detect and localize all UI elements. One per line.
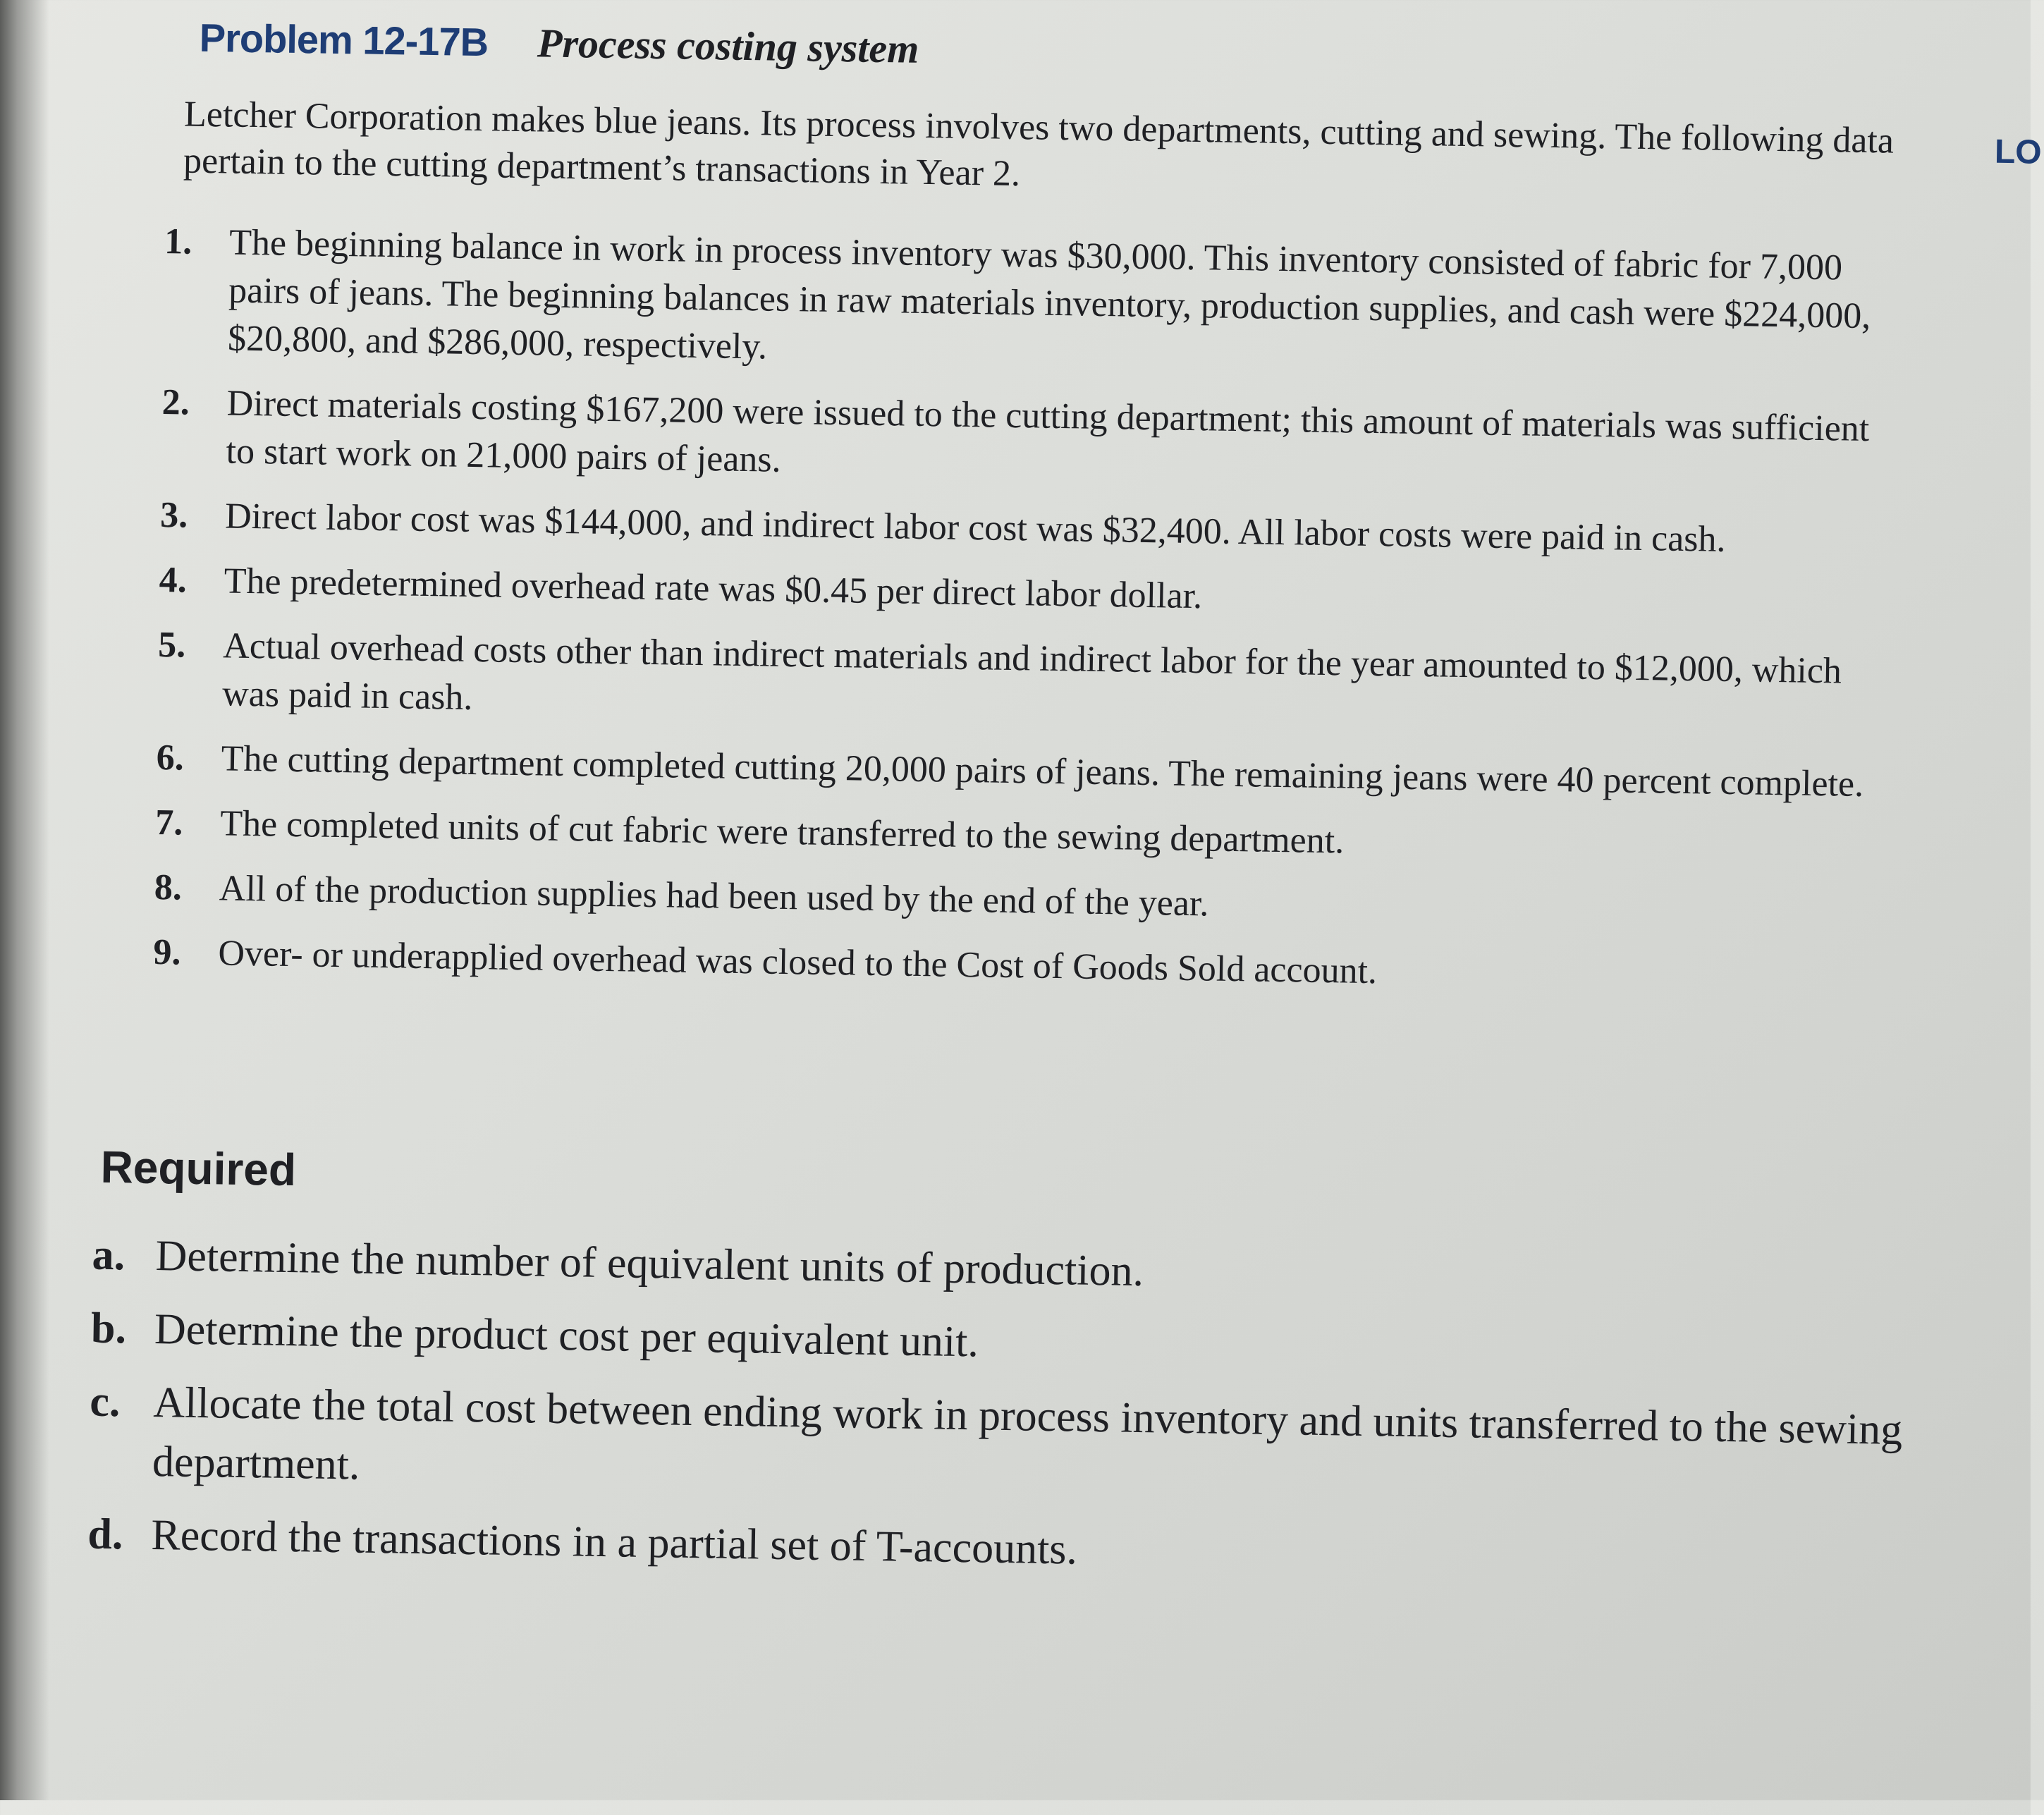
data-items-list	[153, 218, 1899, 1021]
required-letter: b.	[90, 1304, 127, 1353]
item-number: 8.	[154, 867, 183, 908]
required-list	[87, 1226, 1912, 1606]
data-item	[159, 556, 1894, 632]
data-item	[157, 621, 1893, 745]
required-heading: Required	[100, 1141, 297, 1196]
item-number: 5.	[157, 624, 186, 666]
data-item	[154, 864, 1889, 939]
problem-intro: Letcher Corporation makes blue jeans. Its process involves two departments, cutting and sewing. The following data pertain to the cutting department’s transactions in Year 2.	[183, 94, 1895, 195]
learning-objective-tag: LO	[1994, 133, 2043, 171]
required-item	[87, 1505, 1907, 1593]
item-number: 1.	[164, 221, 192, 262]
problem-header	[199, 14, 919, 73]
required-text: Record the transactions in a partial set of T-accounts.	[150, 1510, 1078, 1574]
item-text: Direct materials costing $167,200 were issued to the cutting department; this amount of materials was sufficient to start work on 21,000 pairs of jeans.	[226, 383, 1870, 480]
required-item	[90, 1299, 1910, 1387]
textbook-page	[27, 0, 2044, 1815]
required-item	[92, 1226, 1911, 1314]
data-item	[160, 491, 1895, 567]
data-item	[161, 379, 1897, 502]
problem-number: Problem 12-17B	[199, 15, 489, 65]
item-text: The completed units of cut fabric were transferred to the sewing department.	[219, 803, 1345, 862]
item-number: 2.	[161, 382, 190, 423]
data-item	[156, 734, 1891, 809]
data-item	[153, 929, 1888, 1004]
required-letter: a.	[92, 1230, 126, 1280]
required-letter: c.	[89, 1377, 121, 1426]
item-text: Actual overhead costs other than indirect materials and indirect labor for the year amounted to $12,000, which was paid in cash.	[221, 625, 1842, 718]
item-number: 6.	[156, 737, 185, 778]
item-number: 7.	[154, 802, 183, 843]
item-text: Direct labor cost was $144,000, and indirect labor cost was $32,400. All labor costs were paid in cash.	[224, 496, 1726, 560]
required-letter: d.	[87, 1510, 124, 1559]
item-text: The cutting department completed cutting 20,000 pairs of jeans. The remaining jeans were 40 percent complete.	[221, 738, 1864, 805]
item-text: The predetermined overhead rate was $0.45 per direct labor dollar.	[224, 561, 1203, 617]
data-item	[155, 799, 1890, 874]
item-number: 3.	[159, 495, 188, 536]
item-text: All of the production supplies had been used by the end of the year.	[219, 868, 1209, 924]
item-text: Over- or underapplied overhead was closed to the Cost of Goods Sold account.	[218, 933, 1378, 992]
item-text: The beginning balance in work in process inventory was $30,000. This inventory consisted of fabric for 7,000 pairs of jeans. The beginning balances in raw materials inventory, production supplies, and cash were $224,000, $20,800, and $286,000, respectively.	[227, 222, 1871, 367]
data-item	[163, 218, 1899, 389]
problem-title: Process costing system	[537, 20, 919, 72]
required-text: Allocate the total cost between ending work in process inventory and units transferred to the sewing department.	[152, 1379, 1903, 1489]
item-number: 9.	[153, 931, 181, 973]
required-item	[88, 1372, 1909, 1520]
required-text: Determine the number of equivalent units of production.	[155, 1232, 1144, 1296]
item-number: 4.	[159, 559, 188, 601]
required-text: Determine the product cost per equivalent unit.	[154, 1305, 979, 1367]
